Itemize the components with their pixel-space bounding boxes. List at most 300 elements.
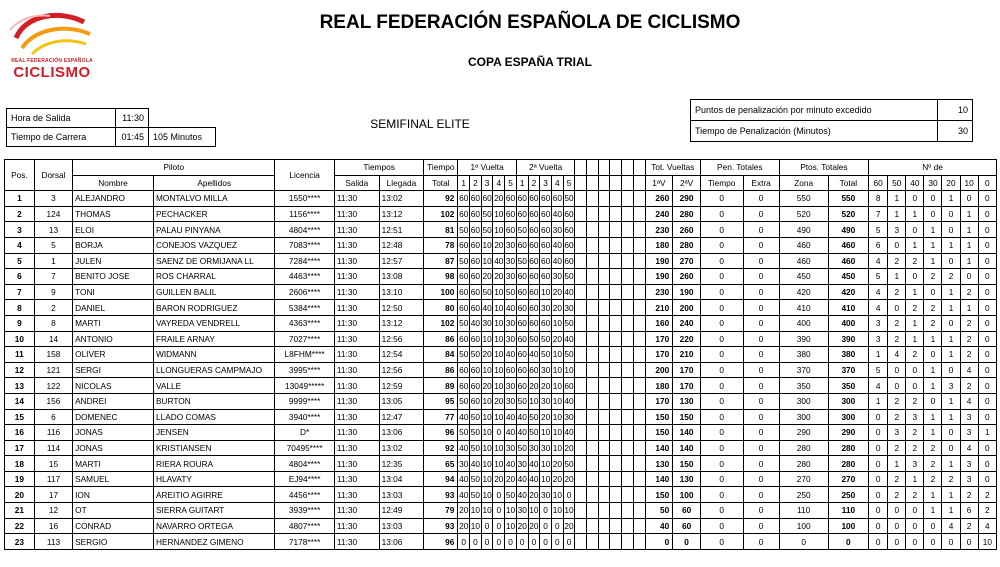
cell-score-count: 0 xyxy=(978,191,996,207)
cell-tot-v2: 130 xyxy=(673,393,701,409)
cell-empty xyxy=(622,534,634,550)
cell-empty xyxy=(610,191,622,207)
cell-tiempo-total: 84 xyxy=(424,347,458,363)
cell-score-count: 0 xyxy=(924,206,942,222)
cell-v2-zone: 60 xyxy=(516,269,528,285)
cell-score-count: 1 xyxy=(906,237,924,253)
race-info-table xyxy=(6,108,216,147)
cell-empty xyxy=(610,331,622,347)
cell-score-count: 1 xyxy=(888,206,906,222)
cell-v2-zone: 60 xyxy=(528,206,540,222)
cell-pen-tiempo: 0 xyxy=(700,471,743,487)
table-row xyxy=(5,206,997,222)
cell-empty xyxy=(587,315,599,331)
cell-llegada: 13:02 xyxy=(379,440,424,456)
cell-empty xyxy=(622,471,634,487)
cell-score-count: 0 xyxy=(978,409,996,425)
table-row xyxy=(5,393,997,409)
cell-v2-zone: 60 xyxy=(516,378,528,394)
cell-tot-v2: 290 xyxy=(673,191,701,207)
cell-score-count: 0 xyxy=(978,284,996,300)
cell-empty xyxy=(598,362,610,378)
cell-score-count: 3 xyxy=(960,425,978,441)
logo-caption: REAL FEDERACIÓN ESPAÑOLA xyxy=(11,58,93,64)
cell-v1-zone: 60 xyxy=(458,269,470,285)
cell-zona: 100 xyxy=(779,518,828,534)
cell-v1-zone: 0 xyxy=(493,503,505,519)
cell-llegada: 12:50 xyxy=(379,300,424,316)
col-zone: 1 xyxy=(516,175,528,191)
cell-salida: 11:30 xyxy=(334,503,379,519)
cell-pos: 7 xyxy=(5,284,35,300)
cell-pen-extra: 0 xyxy=(743,518,779,534)
cell-empty xyxy=(598,378,610,394)
cell-score-count: 3 xyxy=(906,409,924,425)
cell-score-count: 1 xyxy=(942,191,960,207)
cell-empty xyxy=(633,237,645,253)
table-row xyxy=(5,362,997,378)
cell-score-count: 5 xyxy=(869,269,888,285)
cell-v2-zone: 30 xyxy=(516,456,528,472)
cell-v1-zone: 10 xyxy=(493,222,505,238)
cell-pen-tiempo: 0 xyxy=(700,393,743,409)
cell-nombre: SAMUEL xyxy=(73,471,154,487)
cell-v2-zone: 0 xyxy=(563,534,575,550)
cell-ptos-total: 290 xyxy=(828,425,868,441)
cell-v1-zone: 60 xyxy=(470,300,482,316)
cell-v2-zone: 60 xyxy=(563,378,575,394)
cell-tot-v2: 0 xyxy=(673,534,701,550)
cell-zona: 410 xyxy=(779,300,828,316)
cell-nombre: DANIEL xyxy=(73,300,154,316)
cell-dorsal: 8 xyxy=(34,315,72,331)
cell-score-count: 1 xyxy=(906,471,924,487)
cell-v1-zone: 10 xyxy=(481,393,493,409)
cell-score-count: 1 xyxy=(906,331,924,347)
cell-score-count: 1 xyxy=(942,284,960,300)
col-zone: 2 xyxy=(470,175,482,191)
table-row xyxy=(5,191,997,207)
cell-apellidos: CONEJOS VAZQUEZ xyxy=(153,237,274,253)
cell-score-count: 1 xyxy=(924,378,942,394)
cell-tot-v2: 130 xyxy=(673,471,701,487)
cell-score-count: 0 xyxy=(869,534,888,550)
col-v1: 1ªV xyxy=(645,175,673,191)
cell-tot-v2: 220 xyxy=(673,331,701,347)
cell-pen-extra: 0 xyxy=(743,409,779,425)
cell-v2-zone: 40 xyxy=(516,409,528,425)
penalty-time-label: Tiempo de Penalización (Minutos) xyxy=(691,121,938,142)
cell-salida: 11:30 xyxy=(334,331,379,347)
cell-salida: 11:30 xyxy=(334,456,379,472)
cell-score-count: 1 xyxy=(924,237,942,253)
cell-v2-zone: 50 xyxy=(516,253,528,269)
cell-tot-v1: 140 xyxy=(645,471,673,487)
col-pos: Pos. xyxy=(5,160,35,191)
cell-llegada: 13:06 xyxy=(379,425,424,441)
cell-salida: 11:30 xyxy=(334,300,379,316)
cell-empty xyxy=(633,206,645,222)
cell-apellidos: BARON RODRIGUEZ xyxy=(153,300,274,316)
cell-empty xyxy=(587,471,599,487)
cell-tiempo-total: 65 xyxy=(424,456,458,472)
cell-v1-zone: 20 xyxy=(493,191,505,207)
cell-v1-zone: 20 xyxy=(481,269,493,285)
cell-empty xyxy=(587,222,599,238)
cell-empty xyxy=(610,300,622,316)
cell-v1-zone: 10 xyxy=(493,409,505,425)
cell-score-count: 1 xyxy=(888,191,906,207)
cell-tot-v2: 60 xyxy=(673,503,701,519)
col-licencia: Licencia xyxy=(275,160,335,191)
cell-empty xyxy=(575,456,587,472)
cell-tiempo-total: 98 xyxy=(424,269,458,285)
cell-v2-zone: 30 xyxy=(540,362,552,378)
cell-v1-zone: 40 xyxy=(458,409,470,425)
cell-empty xyxy=(598,534,610,550)
cell-v2-zone: 40 xyxy=(528,347,540,363)
cell-licencia: L8FHM**** xyxy=(275,347,335,363)
cell-score-count: 2 xyxy=(888,440,906,456)
cell-pos: 3 xyxy=(5,222,35,238)
cell-ptos-total: 520 xyxy=(828,206,868,222)
cell-tot-v1: 230 xyxy=(645,284,673,300)
cell-v2-zone: 10 xyxy=(540,284,552,300)
col-pen-extra: Extra xyxy=(743,175,779,191)
cell-v2-zone: 40 xyxy=(563,393,575,409)
col-zone: 5 xyxy=(563,175,575,191)
cell-empty xyxy=(575,315,587,331)
cell-empty xyxy=(610,284,622,300)
cell-v1-zone: 20 xyxy=(481,347,493,363)
start-time-value: 11:30 xyxy=(116,109,149,128)
table-row xyxy=(5,331,997,347)
cell-empty xyxy=(633,487,645,503)
cell-empty xyxy=(633,300,645,316)
cell-v2-zone: 60 xyxy=(551,191,563,207)
cell-v1-zone: 50 xyxy=(458,315,470,331)
cell-v1-zone: 20 xyxy=(458,518,470,534)
cell-v2-zone: 60 xyxy=(540,206,552,222)
cell-score-count: 2 xyxy=(906,347,924,363)
cell-score-count: 0 xyxy=(978,300,996,316)
cell-ptos-total: 450 xyxy=(828,269,868,285)
cell-empty xyxy=(622,456,634,472)
cell-score-count: 0 xyxy=(869,503,888,519)
cell-score-count: 0 xyxy=(888,237,906,253)
cell-v1-zone: 40 xyxy=(505,300,517,316)
cell-score-count: 3 xyxy=(960,471,978,487)
cell-salida: 11:30 xyxy=(334,362,379,378)
cell-pen-tiempo: 0 xyxy=(700,237,743,253)
cell-score-count: 0 xyxy=(869,440,888,456)
cell-apellidos: ROS CHARRAL xyxy=(153,269,274,285)
cell-v1-zone: 10 xyxy=(481,456,493,472)
cell-v1-zone: 60 xyxy=(470,331,482,347)
cell-score-count: 2 xyxy=(978,487,996,503)
cell-v2-zone: 30 xyxy=(516,503,528,519)
cell-dorsal: 121 xyxy=(34,362,72,378)
table-header-row-1 xyxy=(5,160,997,176)
cell-v2-zone: 20 xyxy=(516,518,528,534)
cell-salida: 11:30 xyxy=(334,378,379,394)
cell-pen-tiempo: 0 xyxy=(700,300,743,316)
cell-v2-zone: 60 xyxy=(540,269,552,285)
cell-ptos-total: 460 xyxy=(828,253,868,269)
cell-tot-v1: 140 xyxy=(645,440,673,456)
cell-score-count: 4 xyxy=(888,347,906,363)
cell-v2-zone: 10 xyxy=(551,487,563,503)
cell-tot-v2: 270 xyxy=(673,253,701,269)
cell-empty xyxy=(575,222,587,238)
table-row xyxy=(5,315,997,331)
cell-score-count: 1 xyxy=(960,206,978,222)
cell-salida: 11:30 xyxy=(334,237,379,253)
cell-licencia: D* xyxy=(275,425,335,441)
cell-salida: 11:30 xyxy=(334,347,379,363)
cell-v2-zone: 10 xyxy=(540,456,552,472)
cell-v1-zone: 0 xyxy=(493,534,505,550)
cell-pos: 13 xyxy=(5,378,35,394)
cell-v1-zone: 60 xyxy=(470,378,482,394)
cell-v1-zone: 50 xyxy=(481,284,493,300)
cell-v1-zone: 60 xyxy=(470,222,482,238)
cell-score-count: 1 xyxy=(942,456,960,472)
cell-score-count: 0 xyxy=(906,518,924,534)
cell-empty xyxy=(575,409,587,425)
cell-v1-zone: 10 xyxy=(505,518,517,534)
cell-empty xyxy=(575,300,587,316)
cell-tiempo-total: 93 xyxy=(424,487,458,503)
cell-score-count: 0 xyxy=(869,409,888,425)
cell-licencia: 3940**** xyxy=(275,409,335,425)
cell-dorsal: 15 xyxy=(34,456,72,472)
cell-v1-zone: 50 xyxy=(470,409,482,425)
cell-empty xyxy=(575,331,587,347)
cell-v2-zone: 60 xyxy=(563,222,575,238)
cell-empty xyxy=(575,269,587,285)
table-row xyxy=(5,222,997,238)
cell-empty xyxy=(598,191,610,207)
cell-ptos-total: 100 xyxy=(828,518,868,534)
cell-pos: 12 xyxy=(5,362,35,378)
cell-score-count: 1 xyxy=(942,393,960,409)
cell-ptos-total: 370 xyxy=(828,362,868,378)
cell-pen-extra: 0 xyxy=(743,222,779,238)
cell-v2-zone: 60 xyxy=(516,331,528,347)
cell-v2-zone: 40 xyxy=(551,206,563,222)
cell-dorsal: 156 xyxy=(34,393,72,409)
cell-ptos-total: 250 xyxy=(828,487,868,503)
cell-apellidos: MONTALVO MILLA xyxy=(153,191,274,207)
cell-ptos-total: 270 xyxy=(828,471,868,487)
cell-score-count: 1 xyxy=(888,456,906,472)
cell-score-count: 2 xyxy=(924,440,942,456)
cell-score-count: 1 xyxy=(924,487,942,503)
cell-v2-zone: 30 xyxy=(551,222,563,238)
cell-v2-zone: 40 xyxy=(551,253,563,269)
cell-v2-zone: 20 xyxy=(540,378,552,394)
cell-v1-zone: 10 xyxy=(470,518,482,534)
col-score: 20 xyxy=(942,175,960,191)
cell-v2-zone: 20 xyxy=(563,440,575,456)
cell-v2-zone: 60 xyxy=(528,284,540,300)
cell-tot-v2: 170 xyxy=(673,362,701,378)
cell-empty xyxy=(633,331,645,347)
cell-nombre: BENITO JOSE xyxy=(73,269,154,285)
cell-tot-v1: 180 xyxy=(645,378,673,394)
cell-v2-zone: 10 xyxy=(551,393,563,409)
cell-v2-zone: 60 xyxy=(516,191,528,207)
table-row xyxy=(5,425,997,441)
cell-empty xyxy=(622,284,634,300)
cell-apellidos: LLADO COMAS xyxy=(153,409,274,425)
cell-v1-zone: 40 xyxy=(505,425,517,441)
cell-tot-v1: 170 xyxy=(645,331,673,347)
cell-v1-zone: 50 xyxy=(458,222,470,238)
cell-empty xyxy=(587,284,599,300)
cell-score-count: 0 xyxy=(960,191,978,207)
cell-licencia: 70495**** xyxy=(275,440,335,456)
cell-score-count: 0 xyxy=(888,378,906,394)
cell-v2-zone: 50 xyxy=(528,409,540,425)
cell-empty xyxy=(633,456,645,472)
cell-pos: 9 xyxy=(5,315,35,331)
col-tiempo: Tiempo xyxy=(424,160,458,176)
cell-salida: 11:30 xyxy=(334,206,379,222)
cell-apellidos: VALLE xyxy=(153,378,274,394)
cell-dorsal: 116 xyxy=(34,425,72,441)
cell-tiempo-total: 102 xyxy=(424,315,458,331)
cell-dorsal: 124 xyxy=(34,206,72,222)
cell-score-count: 0 xyxy=(978,206,996,222)
cell-empty xyxy=(633,409,645,425)
cell-v2-zone: 10 xyxy=(551,440,563,456)
cell-v2-zone: 40 xyxy=(551,237,563,253)
cell-v1-zone: 10 xyxy=(493,440,505,456)
cell-v1-zone: 50 xyxy=(470,347,482,363)
cell-salida: 11:30 xyxy=(334,534,379,550)
cell-v1-zone: 60 xyxy=(470,206,482,222)
col-zone: 3 xyxy=(481,175,493,191)
cell-zona: 370 xyxy=(779,362,828,378)
cell-score-count: 2 xyxy=(960,487,978,503)
cell-v1-zone: 10 xyxy=(481,440,493,456)
cell-empty xyxy=(575,237,587,253)
cell-v1-zone: 10 xyxy=(481,331,493,347)
cell-v2-zone: 60 xyxy=(516,284,528,300)
cell-tot-v2: 280 xyxy=(673,206,701,222)
cell-v2-zone: 50 xyxy=(528,425,540,441)
table-row xyxy=(5,300,997,316)
cell-pos: 19 xyxy=(5,471,35,487)
cell-v1-zone: 60 xyxy=(458,237,470,253)
cell-v2-zone: 50 xyxy=(563,191,575,207)
cell-v2-zone: 50 xyxy=(516,222,528,238)
cell-v2-zone: 30 xyxy=(540,393,552,409)
cell-v2-zone: 60 xyxy=(540,315,552,331)
cell-v1-zone: 30 xyxy=(505,315,517,331)
cell-score-count: 0 xyxy=(906,378,924,394)
cell-score-count: 0 xyxy=(906,534,924,550)
cell-v2-zone: 30 xyxy=(563,300,575,316)
table-row xyxy=(5,347,997,363)
cell-pen-tiempo: 0 xyxy=(700,518,743,534)
cell-score-count: 0 xyxy=(888,300,906,316)
cell-pos: 16 xyxy=(5,425,35,441)
cell-tot-v1: 210 xyxy=(645,300,673,316)
cell-v1-zone: 60 xyxy=(470,393,482,409)
cell-empty xyxy=(587,347,599,363)
cell-v2-zone: 50 xyxy=(540,347,552,363)
cell-tot-v1: 200 xyxy=(645,362,673,378)
cell-score-count: 1 xyxy=(960,300,978,316)
cell-empty xyxy=(622,487,634,503)
cell-salida: 11:30 xyxy=(334,253,379,269)
cell-v1-zone: 40 xyxy=(505,347,517,363)
cell-v1-zone: 40 xyxy=(505,456,517,472)
cell-tot-v2: 100 xyxy=(673,487,701,503)
cell-empty xyxy=(622,378,634,394)
cell-score-count: 0 xyxy=(978,331,996,347)
cell-score-count: 0 xyxy=(942,440,960,456)
cell-v2-zone: 30 xyxy=(540,300,552,316)
cell-v2-zone: 10 xyxy=(528,393,540,409)
cell-score-count: 6 xyxy=(869,237,888,253)
cell-tot-v1: 190 xyxy=(645,269,673,285)
cell-v1-zone: 0 xyxy=(481,518,493,534)
cell-v2-zone: 40 xyxy=(528,456,540,472)
cell-llegada: 12:54 xyxy=(379,347,424,363)
cell-v2-zone: 10 xyxy=(540,471,552,487)
cell-score-count: 2 xyxy=(960,284,978,300)
cell-empty xyxy=(598,393,610,409)
cell-v1-zone: 10 xyxy=(481,409,493,425)
cell-v2-zone: 10 xyxy=(551,315,563,331)
cell-llegada: 12:35 xyxy=(379,456,424,472)
cell-v2-zone: 50 xyxy=(563,315,575,331)
competition-title: COPA ESPAÑA TRIAL xyxy=(467,55,592,69)
cell-llegada: 12:56 xyxy=(379,331,424,347)
cell-v1-zone: 50 xyxy=(470,425,482,441)
cell-empty xyxy=(598,315,610,331)
cell-empty xyxy=(598,269,610,285)
cell-salida: 11:30 xyxy=(334,191,379,207)
cell-nombre: MARTI xyxy=(73,315,154,331)
cell-tiempo-total: 81 xyxy=(424,222,458,238)
cell-score-count: 4 xyxy=(978,518,996,534)
cell-v1-zone: 0 xyxy=(493,518,505,534)
cell-llegada: 12:56 xyxy=(379,362,424,378)
cell-zona: 300 xyxy=(779,393,828,409)
cell-score-count: 4 xyxy=(869,300,888,316)
cell-score-count: 0 xyxy=(960,269,978,285)
phase-title: SEMIFINAL ELITE xyxy=(370,117,470,131)
cell-ptos-total: 490 xyxy=(828,222,868,238)
cell-score-count: 2 xyxy=(978,503,996,519)
cell-tiempo-total: 87 xyxy=(424,253,458,269)
cell-empty xyxy=(622,315,634,331)
cell-v2-zone: 60 xyxy=(528,315,540,331)
cell-empty xyxy=(622,253,634,269)
cell-v2-zone: 60 xyxy=(528,300,540,316)
cell-v1-zone: 50 xyxy=(458,425,470,441)
cell-score-count: 4 xyxy=(960,393,978,409)
cell-v2-zone: 20 xyxy=(551,456,563,472)
cell-apellidos: WIDMANN xyxy=(153,347,274,363)
col-zone: 4 xyxy=(493,175,505,191)
cell-v2-zone: 10 xyxy=(551,347,563,363)
